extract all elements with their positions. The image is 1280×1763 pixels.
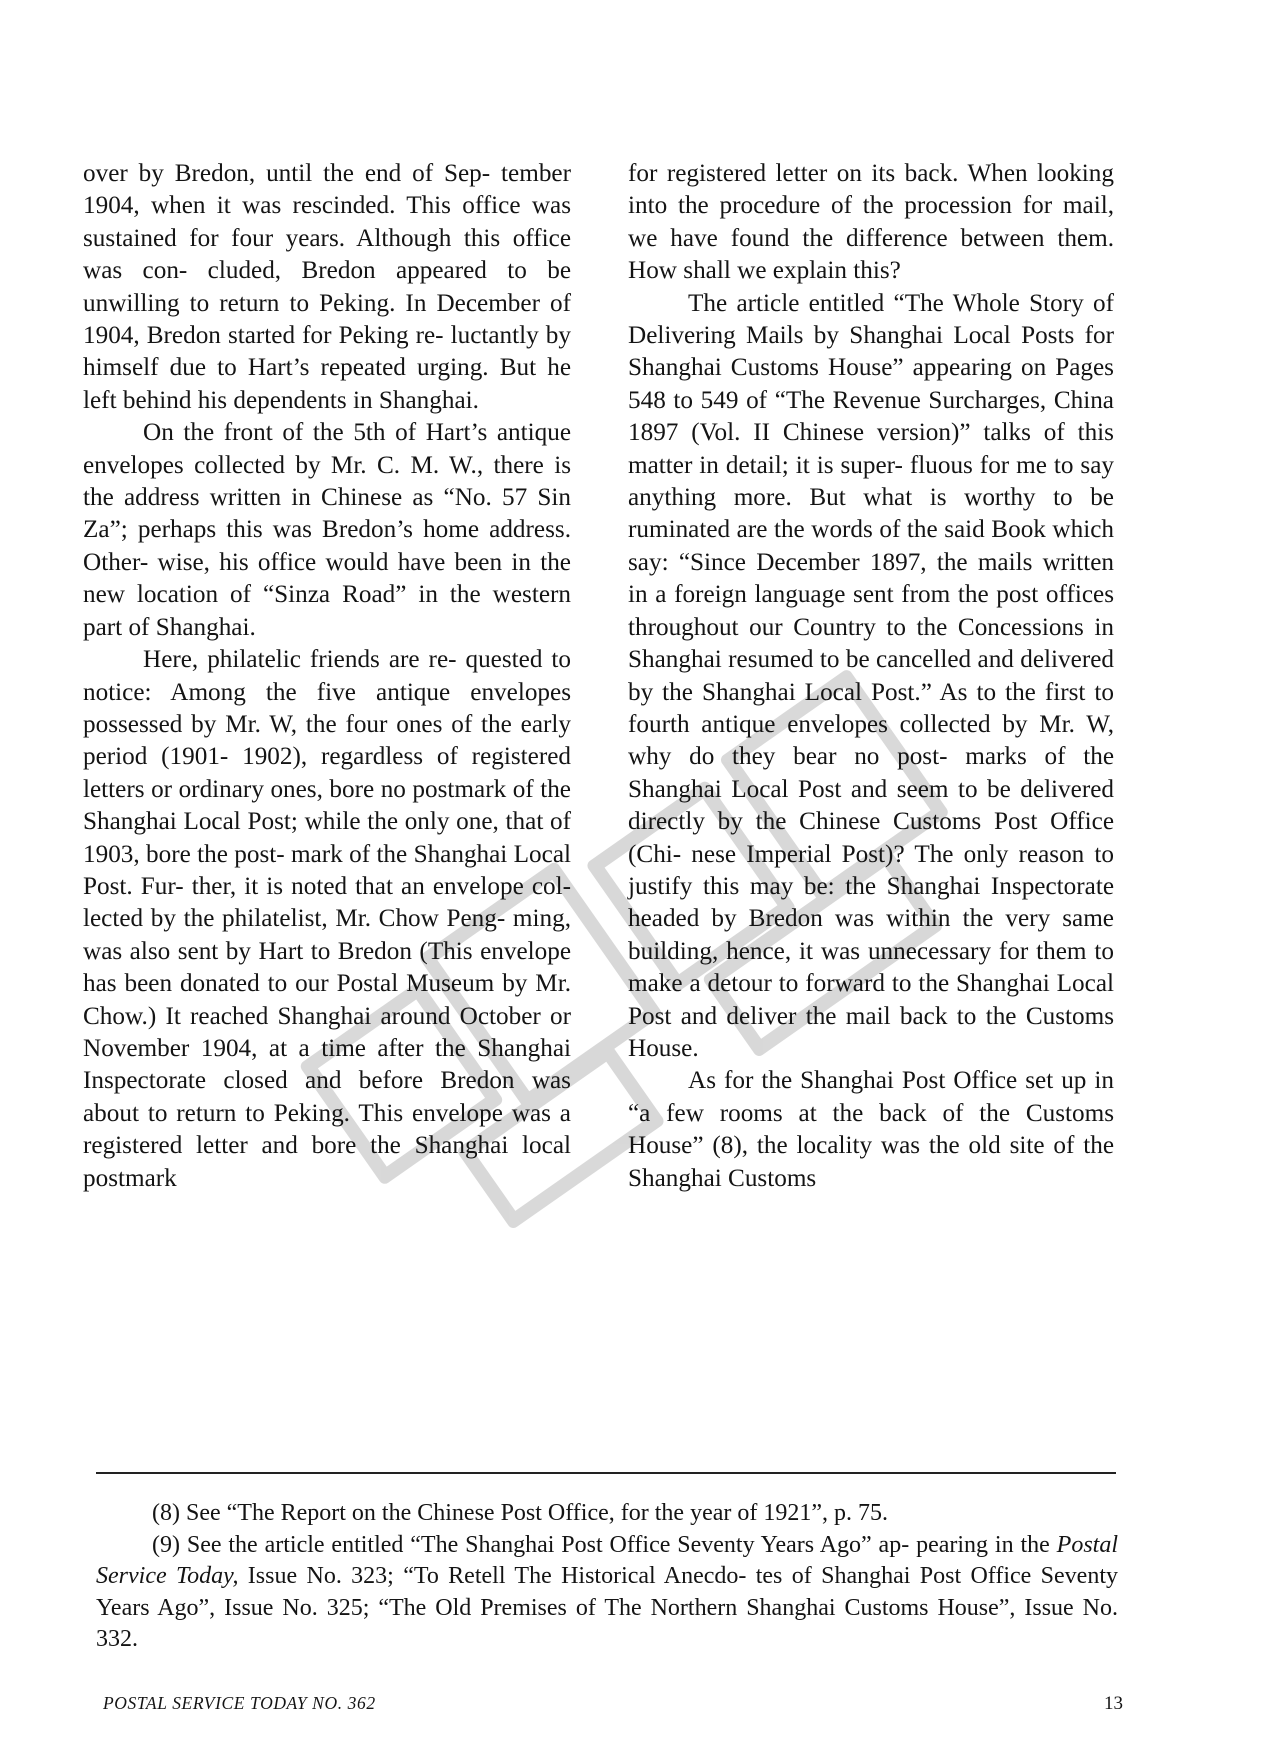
running-footer-title: POSTAL SERVICE TODAY NO. 362 [103, 1693, 376, 1713]
footnote-9-text-continued: Issue No. 323; “To Retell The Historical Anecdo- tes of Shanghai Post Office Seventy Years Ago”, Issue No. 325; “The Old Premises of The Northern Shanghai Customs House”, Issue No. 332. [96, 1563, 1119, 1652]
paragraph: for registered letter on its back. When looking into the procedure of the procession for mail, we have found the difference between them. How shall we explain this? [628, 160, 1114, 285]
footnote-divider [96, 1472, 1116, 1474]
footnote-8: (8) See “The Report on the Chinese Post Office, for the year of 1921”, p. 75. [152, 1500, 889, 1526]
footnote-9 [96, 1530, 1118, 1656]
paragraph: On the front of the 5th of Hart’s antique envelopes collected by Mr. C. M. W., there is the address written in Chinese as “No. 57 Sin Za”; perhaps this was Bredon’s home address. Other- wise, his office would have been in the new location of “Sinza Road” in the western part of Shanghai. [83, 419, 571, 641]
footnotes [96, 1498, 1118, 1656]
footnote-9-text: (9) See the article entitled “The Shanghai Post Office Seventy Years Ago” ap- pearing in the [152, 1531, 1057, 1558]
page-number: 13 [1104, 1693, 1123, 1714]
footnote-9-publication-title: Postal Service Today, [96, 1531, 1118, 1589]
paragraph: over by Bredon, until the end of Sep- tember 1904, when it was rescinded. This office was sustained for four years. Although this office was con- cluded, Bredon appeared to be unwilling to return to Peking. In December of 1904, Bredon started for Peking re- luctantly by himself due to Hart’s repeated urging. But he left behind his dependents in Shanghai. [83, 160, 571, 414]
paragraph: As for the Shanghai Post Office set up in “a few rooms at the back of the Customs House” (8), the locality was the old site of the Shanghai Customs [628, 1067, 1114, 1192]
left-text-column [83, 158, 571, 1195]
right-text-column [628, 158, 1114, 1195]
paragraph: The article entitled “The Whole Story of Delivering Mails by Shanghai Local Posts for Shanghai Customs House” appearing on Pages 548 to 549 of “The Revenue Surcharges, China 1897 (Vol. II Chinese version)” talks of this matter in detail; it is super- fluous for me to say anything more. But what is worthy to be ruminated are the words of the said Book which say: “Since December 1897, the mails written in a foreign language sent from the post offices throughout our Country to the Concessions in Shanghai resumed to be cancelled and delivered by the Shanghai Local Post.” As to the first to fourth antique envelopes collected by Mr. W, why do they bear no post- marks of the Shanghai Local Post and seem to be delivered directly by the Chinese Customs Post Office (Chi- nese Imperial Post)? The only reason to justify this may be: the Shanghai Inspectorate headed by Bredon was within the very same building, hence, it was unnecessary for them to make a detour to forward to the Shanghai Local Post and deliver the mail back to the Customs House. [628, 289, 1114, 1062]
paragraph: Here, philatelic friends are re- quested to notice: Among the five antique envelopes possessed by Mr. W, the four ones of the early period (1901- 1902), regardless of registered letters or ordinary ones, bore no postmark of the Shanghai Local Post; while the only one, that of 1903, bore the post- mark of the Shanghai Local Post. Fur- ther, it is noted that an envelope col- lected by the philatelist, Mr. Chow Peng- ming, was also sent by Hart to Bredon (This envelope has been donated to our Postal Museum by Mr. Chow.) It reached Shanghai around October or November 1904, at a time after the Shanghai Inspectorate closed and before Bredon was about to return to Peking. This envelope was a registered letter and bore the Shanghai local postmark [83, 646, 571, 1192]
